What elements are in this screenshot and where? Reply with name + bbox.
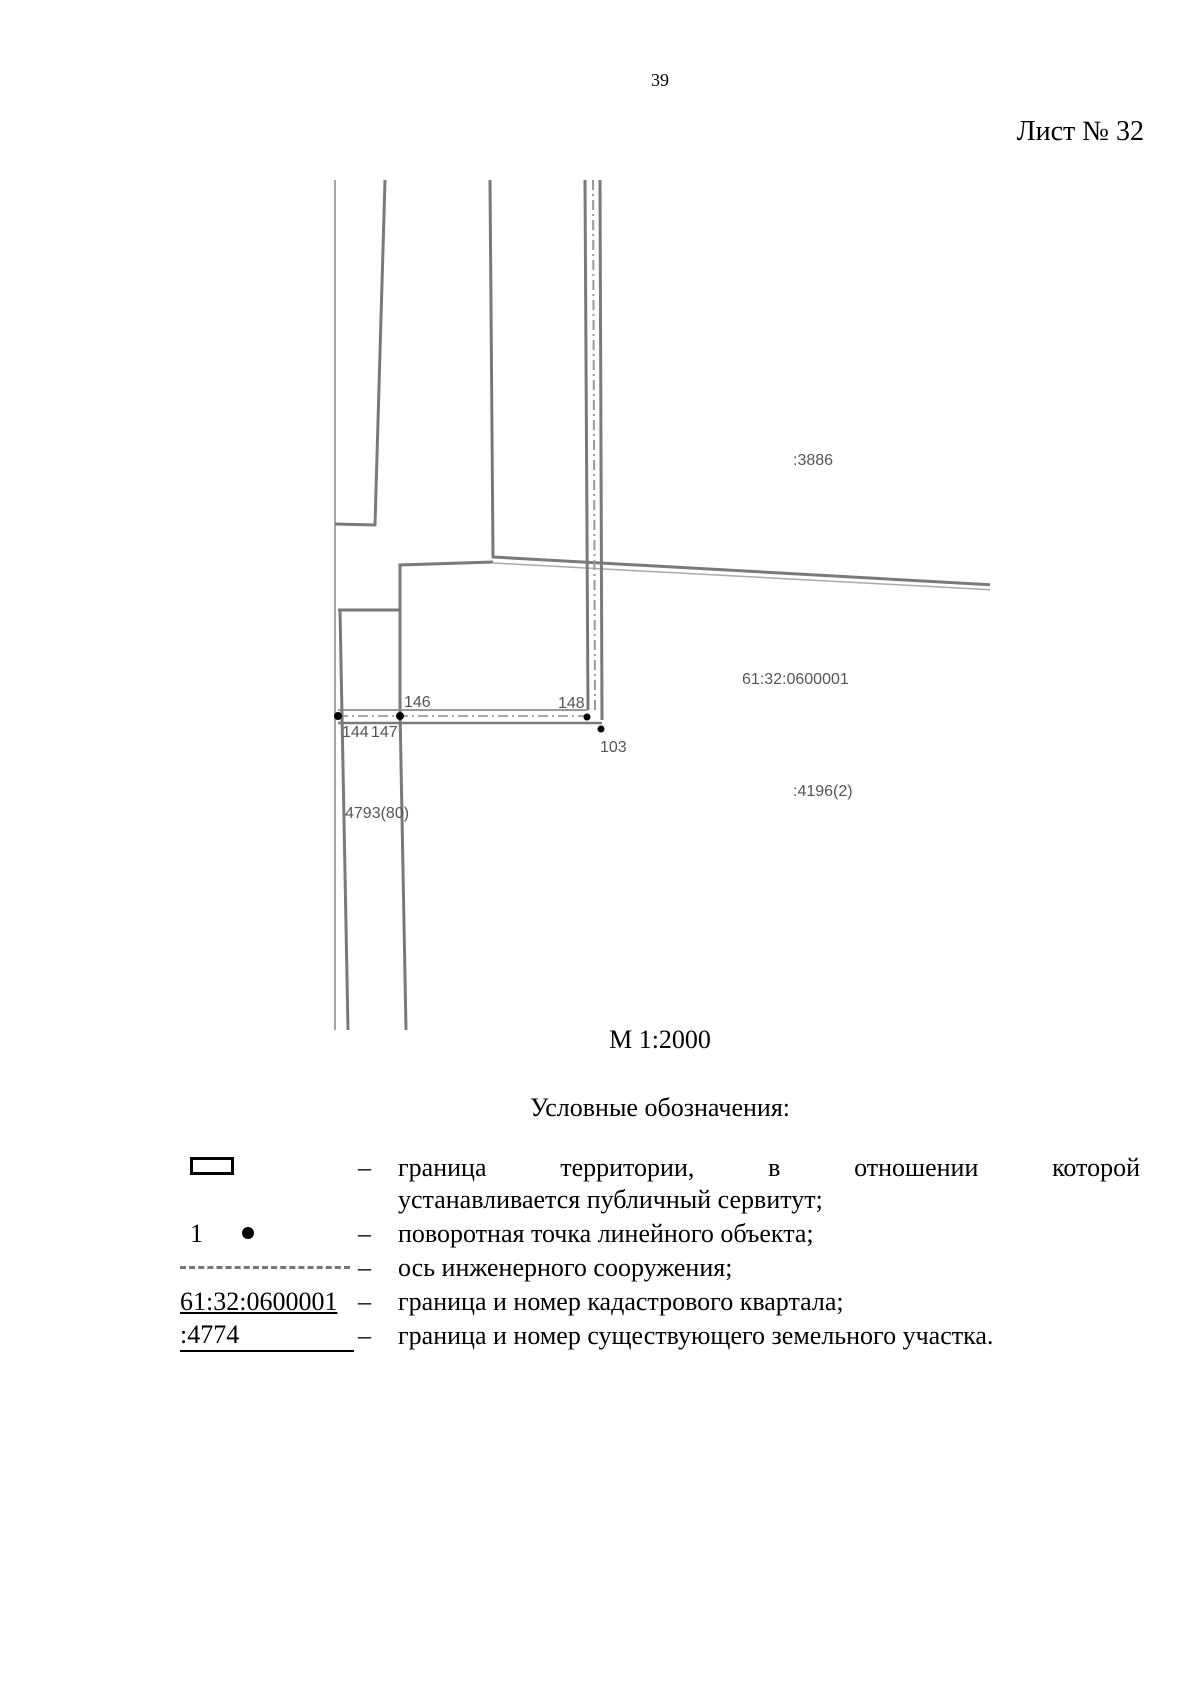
easement-boundary-right-b bbox=[600, 180, 602, 720]
legend-point-number: 1 bbox=[190, 1219, 203, 1248]
label-point-147: 147 bbox=[371, 724, 398, 741]
legend-dash: – bbox=[358, 1253, 371, 1282]
rectangle-icon bbox=[190, 1157, 234, 1175]
label-point-148: 148 bbox=[558, 695, 585, 712]
legend-quarter-number: 61:32:0600001 bbox=[180, 1287, 338, 1316]
dashed-axis-icon bbox=[180, 1266, 350, 1269]
turning-point-144 bbox=[334, 712, 342, 720]
parcel-boundary-small bbox=[338, 610, 400, 710]
legend-text: поворотная точка линейного объекта; bbox=[398, 1219, 814, 1248]
legend-dash: – bbox=[358, 1321, 371, 1350]
label-parcel-4793: 4793(80) bbox=[345, 805, 410, 822]
parcel-boundary-upper-left bbox=[335, 180, 385, 525]
turning-point-146 bbox=[396, 712, 404, 720]
legend-parcel-number: :4774 bbox=[180, 1320, 354, 1352]
legend bbox=[180, 1152, 1140, 1354]
legend-row-axis bbox=[180, 1252, 1140, 1284]
label-point-146: 146 bbox=[404, 694, 431, 711]
label-quarter-number: 61:32:0600001 bbox=[742, 671, 849, 688]
parcel-boundary-4793-right bbox=[400, 710, 406, 1030]
parcel-boundary-3886 bbox=[490, 180, 990, 585]
parcel-boundary-middle bbox=[400, 562, 493, 710]
legend-row-cadastral-quarter bbox=[180, 1286, 1140, 1318]
turning-point-148 bbox=[584, 714, 591, 721]
easement-boundary-right-a bbox=[585, 180, 588, 710]
legend-dash: – bbox=[358, 1219, 371, 1248]
map-scale: М 1:2000 bbox=[609, 1025, 711, 1054]
cadastral-map bbox=[330, 180, 990, 1030]
turning-point-103 bbox=[598, 726, 605, 733]
point-dot-icon bbox=[242, 1227, 254, 1239]
legend-row-turning-point bbox=[180, 1218, 1140, 1250]
legend-text: ось инженерного сооружения; bbox=[398, 1253, 733, 1282]
sheet-label: Лист № 32 bbox=[1016, 116, 1144, 147]
label-parcel-4196: :4196(2) bbox=[793, 783, 853, 800]
label-point-144: 144 bbox=[342, 724, 369, 741]
page-number: 39 bbox=[651, 70, 669, 90]
legend-text: граница и номер существующего земельного участка. bbox=[398, 1321, 994, 1350]
label-parcel-3886: :3886 bbox=[793, 452, 834, 469]
legend-text: граница территории, в отношении которой bbox=[398, 1153, 1140, 1182]
legend-dash: – bbox=[358, 1153, 371, 1182]
legend-row-parcel bbox=[180, 1320, 1140, 1352]
legend-row-easement-boundary bbox=[180, 1152, 1140, 1216]
legend-text: граница и номер кадастрового квартала; bbox=[398, 1287, 844, 1316]
parcel-boundary-3886-inner bbox=[493, 563, 990, 590]
label-point-103: 103 bbox=[600, 739, 627, 756]
engineering-axis-vertical bbox=[593, 180, 595, 710]
legend-title: Условные обозначения: bbox=[529, 1093, 791, 1122]
legend-dash: – bbox=[358, 1287, 371, 1316]
legend-text-continued: устанавливается публичный сервитут; bbox=[398, 1185, 823, 1214]
